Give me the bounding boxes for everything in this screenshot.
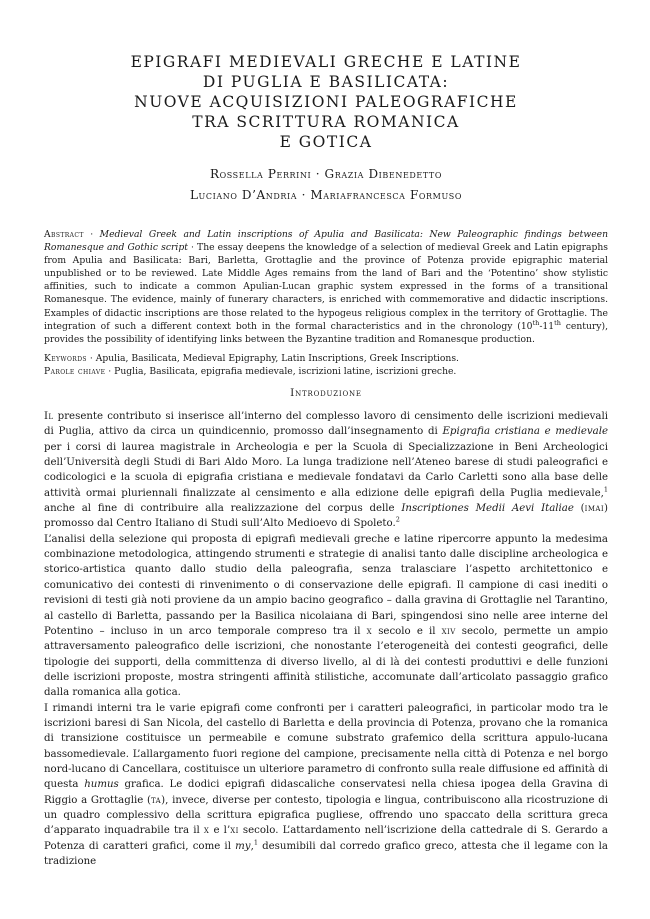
abstract-english-title: Medieval Greek and Latin inscriptions of Apulia and Basilicata: New Paleographic findings between Romanesque and Gothic script [44,229,608,254]
smallcaps-run: x [366,625,373,637]
smallcaps-run: imai [584,503,605,515]
keywords-english [44,352,608,365]
text-run: e l’ [209,825,231,837]
keywords-text-it: · Puglia, Basilicata, epigrafia medievale, iscrizioni latine, iscrizioni greche. [105,365,457,377]
text-run: ), invece, diverse per contesto, tipologia e lingua, contribuiscono alla ricostruzione di un quadro complessivo della scrittura epigrafica pugliese, offrendo uno spaccato della scrittura greca d’apparato inquadrabile tra il [44,794,608,837]
paragraph [44,532,608,701]
text-run: ) promosso dal Centro Italiano di Studi sull’Alto Medioevo di Spoleto. [44,503,608,530]
dropcap: Il [44,411,54,423]
text-run: grafica. Le dodici epigrafi didascaliche conservatesi nella chiesa ipogea della Gravina di Riggio a Grottaglie ( [44,779,608,806]
abstract-text: · The essay deepens the knowledge of a selection of medieval Greek and Latin epigraphs from Apulia and Basilicata: Bari, Barletta, Grottaglie and the province of Potenza provide epigraphic material unpublished or to be reviewed. Late Middle Ages remains from the land of Bari and the ‘Potentino’ show stylistic affinities, such to indicate a common Apulian-Lucan graphic system expressed in the forms of a transitional Romanesque. The evidence, mainly of funerary characters, is enriched with commemorative and didactic inscriptions. Examples of didactic inscriptions are those related to the hypogeus religious complex in the territory of Grottaglie. The integration of such a different context both in the formal characteristics and in the chronology (10 [44,242,609,332]
italic-run: humus [84,779,119,791]
abstract-text: -11 [539,320,555,332]
smallcaps-run: x [203,825,210,837]
text-run: secolo, permette un ampio attraversamento paleografico delle iscrizioni, che nonostante l’eterogeneità dei contesti geografici, delle tipologie dei supporti, della committenza di diverso livello, al di là dei contesti produttivi e delle funzioni delle iscrizioni proposte, mostra stringenti affinità stilistiche, accomunate dall’articolato passaggio grafico dalla romanica alla gotica. [44,625,609,699]
keywords-label: Keywords [44,352,87,364]
paragraph [44,701,608,870]
keywords-text: · Apulia, Basilicata, Medieval Epigraphy, Latin Inscriptions, Greek Inscriptions. [86,352,459,364]
article-title [44,52,608,152]
title-line: E GOTICA [279,133,373,151]
authors-line-2: Luciano D’Andria · Mariafrancesca Formuso [189,188,463,202]
text-run: ( [573,503,585,515]
title-line: TRA SCRITTURA ROMANICA [192,113,460,131]
italic-run: my [235,840,251,852]
smallcaps-run: xiv [441,625,456,637]
abstract-text: century), provides the possibility of identifying links between the Byzantine tradition and Romanesque production. [44,320,608,345]
superscript: th [532,318,540,327]
keywords-italian [44,365,608,378]
text-run: per i corsi di laurea magistrale in Archeologia e per la Scuola di Specializzazione in Beni Archeologici dell’Università degli Studi di Bari Aldo Moro. La lunga tradizione nell’Ateneo barese di studi paleografici e codicologici e la scuola di epigrafia cristiana e medievale fondatavi da Carlo Carletti sono alla base delle attività ormai pluriennali finalizzate al censimento e alla edizione delle epigrafi della Puglia medievale, [44,441,608,499]
text-run: secolo e il [372,625,442,637]
text-run: presente contributo si inserisce all’interno del complesso lavoro di censimento delle iscrizioni medievali di Puglia, attivo da circa un quindicennio, promosso dall’insegnamento di [44,411,608,438]
italic-run: Inscriptiones Medii Aevi Italiae [401,503,574,515]
abstract-separator: · [83,229,100,240]
text-run: desumibili dal corredo grafico greco, attesta che il legame con la tradizione [44,840,608,867]
footnote-ref[interactable]: 2 [395,516,400,525]
footnote-ref[interactable]: 1 [603,485,608,494]
keywords [44,352,608,378]
smallcaps-run: xi [230,825,239,837]
section-heading: Introduzione [290,387,362,400]
text-run: anche al fine di contribuire alla realizzazione del corpus delle [44,503,402,515]
superscript: th [554,318,561,327]
text-run: I rimandi interni tra le varie epigrafi come confronti per i caratteri paleografici, in particolar modo tra le iscrizioni baresi di San Nicola, del castello di Barletta e della provincia di Potenza, provano che la romanica di transizione costituisce un permeabile e comune substrato grafemico della scrittura appulo-lucana bassomedievale. L’allargamento fuori regione del campione, precisamente nella città di Potenza e nel borgo nord-lucano di Cancellara, costituisce un ulteriore parametro di confronto sulla reale diffusione ed affinità di questa [44,702,608,791]
smallcaps-run: ta [151,794,162,806]
text-run: L’analisi della selezione qui proposta di epigrafi medievali greche e latine ripercorre appunto la medesima combinazione metodologica, attingendo strumenti e strategie di analisi tanto dalle discipline archeologica e storico-artistica quanto dallo studio della paleografia, senza tralasciare l’aspetto architettonico e comunicativo dei contesti di rinvenimento o di conservazione delle epigrafi. Il campione di casi inediti o revisioni di testi già noti proviene da un ampio bacino geografico – dalla gravina di Grottaglie nel Tarantino, al castello di Barletta, passando per la Basilica nicolaiana di Bari, spingendosi sino nelle aree interne del Potentino – incluso in un arco temporale compreso tra il [44,533,608,637]
text-run: , [250,840,254,852]
title-line: DI PUGLIA E BASILICATA: [202,73,450,91]
paragraph [44,409,608,532]
keywords-label-it: Parole chiave [44,365,106,377]
body-text [44,409,608,869]
authors [44,164,608,206]
authors-line-1: Rossella Perrini · Grazia Dibenedetto [209,167,443,181]
title-line: EPIGRAFI MEDIEVALI GRECHE E LATINE [130,53,522,71]
italic-run: Epigrafia cristiana e medievale [442,426,609,438]
footnote-ref[interactable]: 1 [253,838,258,847]
title-line: NUOVE ACQUISIZIONI PALEOGRAFICHE [134,93,518,111]
abstract [44,228,608,346]
text-run: secolo. L’attardamento nell’iscrizione della cattedrale di S. Gerardo a Potenza di caratteri grafici, come il [44,825,608,852]
abstract-label: Abstract [44,229,84,240]
